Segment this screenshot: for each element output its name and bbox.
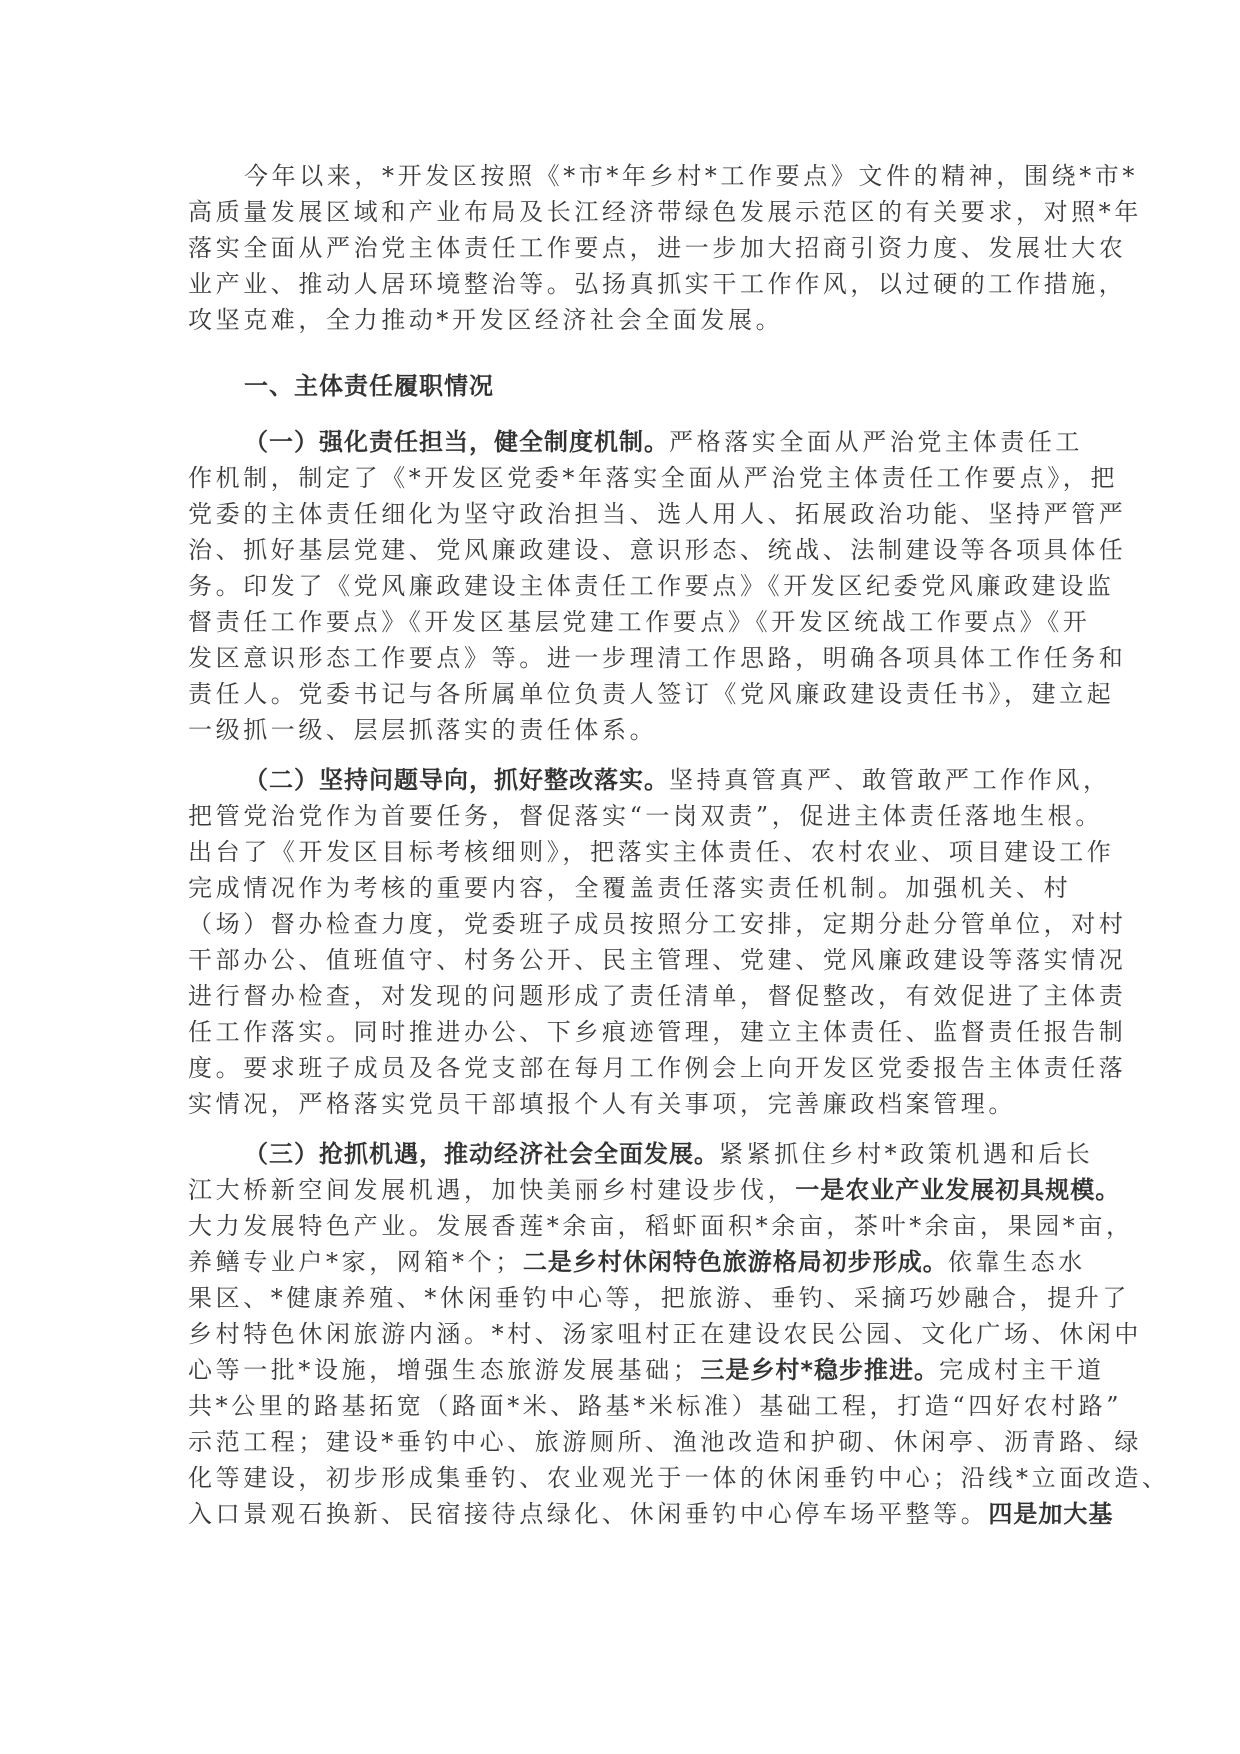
spacer — [188, 1122, 1068, 1136]
subsection-1 — [188, 424, 1127, 748]
paragraph-line: 落实全面从严治党主体责任工作要点，进一步加大招商引资力度、发展壮大农 — [188, 234, 1127, 262]
subsection-3 — [188, 1136, 1170, 1532]
paragraph-line — [188, 1172, 1121, 1208]
subsection-title: （一）强化责任担当，健全制度机制。 — [244, 428, 669, 456]
paragraph-line: 党委的主体责任细化为坚守政治担当、选人用人、拓展政治功能、坚持严管严 — [188, 500, 1127, 528]
spacer — [188, 404, 1068, 424]
paragraph-line: 督责任工作要点》《开发区基层党建工作要点》《开发区统战工作要点》《开 — [188, 608, 1091, 636]
paragraph-line — [188, 1136, 1094, 1172]
text-span: 紧紧抓住乡村*政策机遇和后长 — [719, 1140, 1094, 1168]
paragraph-line: 一级抓一级、层层抓落实的责任体系。 — [188, 716, 658, 744]
paragraph-line: 实情况，严格落实党员干部填报个人有关事项，完善廉政档案管理。 — [188, 1090, 1016, 1118]
section-heading: 一、主体责任履职情况 — [244, 372, 494, 400]
paragraph-line: 务。印发了《党风廉政建设主体责任工作要点》《开发区纪委党风廉政建设监 — [188, 572, 1115, 600]
paragraph-line — [188, 424, 1083, 460]
paragraph-line: 示范工程；建设*垂钓中心、旅游厕所、渔池改造和护砌、休闲亭、沥青路、绿 — [188, 1428, 1142, 1456]
paragraph-line: 大力发展特色产业。发展香莲*余亩，稻虾面积*余亩，茶叶*余亩，果园*亩， — [188, 1212, 1134, 1240]
paragraph-line — [188, 1496, 1114, 1532]
text-span: 坚持真管真严、敢管敢严工作作风， — [669, 766, 1111, 794]
text-span: 依靠生态水 — [947, 1248, 1086, 1276]
paragraph-line: 度。要求班子成员及各党支部在每月工作例会上向开发区党委报告主体责任落 — [188, 1054, 1127, 1082]
paragraph-line — [188, 1244, 1086, 1280]
paragraph-line: 果区、*健康养殖、*休闲垂钓中心等，把旅游、垂钓、采摘巧妙融合，提升了 — [188, 1284, 1130, 1312]
bold-point: 一是农业产业发展初具规模。 — [795, 1176, 1121, 1204]
bold-point: 三是乡村*稳步推进。 — [700, 1356, 939, 1384]
text-span: 入口景观石换新、民宿接待点绿化、休闲垂钓中心停车场平整等。 — [188, 1500, 989, 1528]
paragraph-line: 完成情况作为考核的重要内容，全覆盖责任落实责任机制。加强机关、村 — [188, 874, 1072, 902]
paragraph-line: 今年以来，*开发区按照《*市*年乡村*工作要点》文件的精神，围绕*市* — [244, 162, 1138, 190]
paragraph-line: 化等建设，初步形成集垂钓、农业观光于一体的休闲垂钓中心；沿线*立面改造、 — [188, 1464, 1170, 1492]
paragraph-line: 出台了《开发区目标考核细则》，把落实主体责任、农村农业、项目建设工作 — [188, 838, 1115, 866]
paragraph-line: 进行督办检查，对发现的问题形成了责任清单，督促整改，有效促进了主体责 — [188, 982, 1127, 1010]
paragraph-line: 共*公里的路基拓宽（路面*米、路基*米标准）基础工程，打造“四好农村路” — [188, 1392, 1123, 1420]
paragraph-line — [188, 1352, 1105, 1388]
subsection-2 — [188, 762, 1127, 1122]
paragraph-line: 责任人。党委书记与各所属单位负责人签订《党风廉政建设责任书》，建立起 — [188, 680, 1115, 708]
paragraph-line: 干部办公、值班值守、村务公开、民主管理、党建、党风廉政建设等落实情况 — [188, 946, 1127, 974]
paragraph-line: 发区意识形态工作要点》等。进一步理清工作思路，明确各项具体工作任务和 — [188, 644, 1127, 672]
intro-paragraph — [188, 158, 1142, 338]
text-span: 养鳝专业户*家，网箱*个； — [188, 1248, 523, 1276]
text-span: 江大桥新空间发展机遇，加快美丽乡村建设步伐， — [188, 1176, 796, 1204]
paragraph-line: 高质量发展区域和产业布局及长江经济带绿色发展示范区的有关要求，对照*年 — [188, 198, 1142, 226]
spacer — [188, 338, 1068, 368]
subsection-title: （三）抢抓机遇，推动经济社会全面发展。 — [244, 1140, 719, 1168]
text-span: 心等一批*设施，增强生态旅游发展基础； — [188, 1356, 701, 1384]
bold-point: 四是加大基 — [988, 1500, 1114, 1528]
paragraph-line: 业产业、推动人居环境整治等。弘扬真抓实干工作作风，以过硬的工作措施， — [188, 270, 1127, 298]
bold-point: 二是乡村休闲特色旅游格局初步形成。 — [522, 1248, 948, 1276]
paragraph-line: （场）督办检查力度，党委班子成员按照分工安排，定期分赴分管单位，对村 — [188, 910, 1127, 938]
paragraph-line: 任工作落实。同时推进办公、下乡痕迹管理，建立主体责任、监督责任报告制 — [188, 1018, 1127, 1046]
paragraph-line: 作机制，制定了《*开发区党委*年落实全面从严治党主体责任工作要点》，把 — [188, 464, 1118, 492]
subsection-title: （二）坚持问题导向，抓好整改落实。 — [244, 766, 669, 794]
spacer — [188, 748, 1068, 762]
paragraph-line: 攻坚克难，全力推动*开发区经济社会全面发展。 — [188, 306, 784, 334]
document-page — [188, 158, 1170, 1532]
paragraph-line: 把管党治党作为首要任务，督促落实“一岗双责”，促进主体责任落地生根。 — [188, 802, 1103, 830]
paragraph-line — [188, 762, 1111, 798]
paragraph-line: 治、抓好基层党建、党风廉政建设、意识形态、统战、法制建设等各项具体任 — [188, 536, 1127, 564]
paragraph-line: 乡村特色休闲旅游内涵。*村、汤家咀村正在建设农民公园、文化广场、休闲中 — [188, 1320, 1142, 1348]
text-span: 完成村主干道 — [938, 1356, 1105, 1384]
text-span: 严格落实全面从严治党主体责任工 — [669, 428, 1083, 456]
